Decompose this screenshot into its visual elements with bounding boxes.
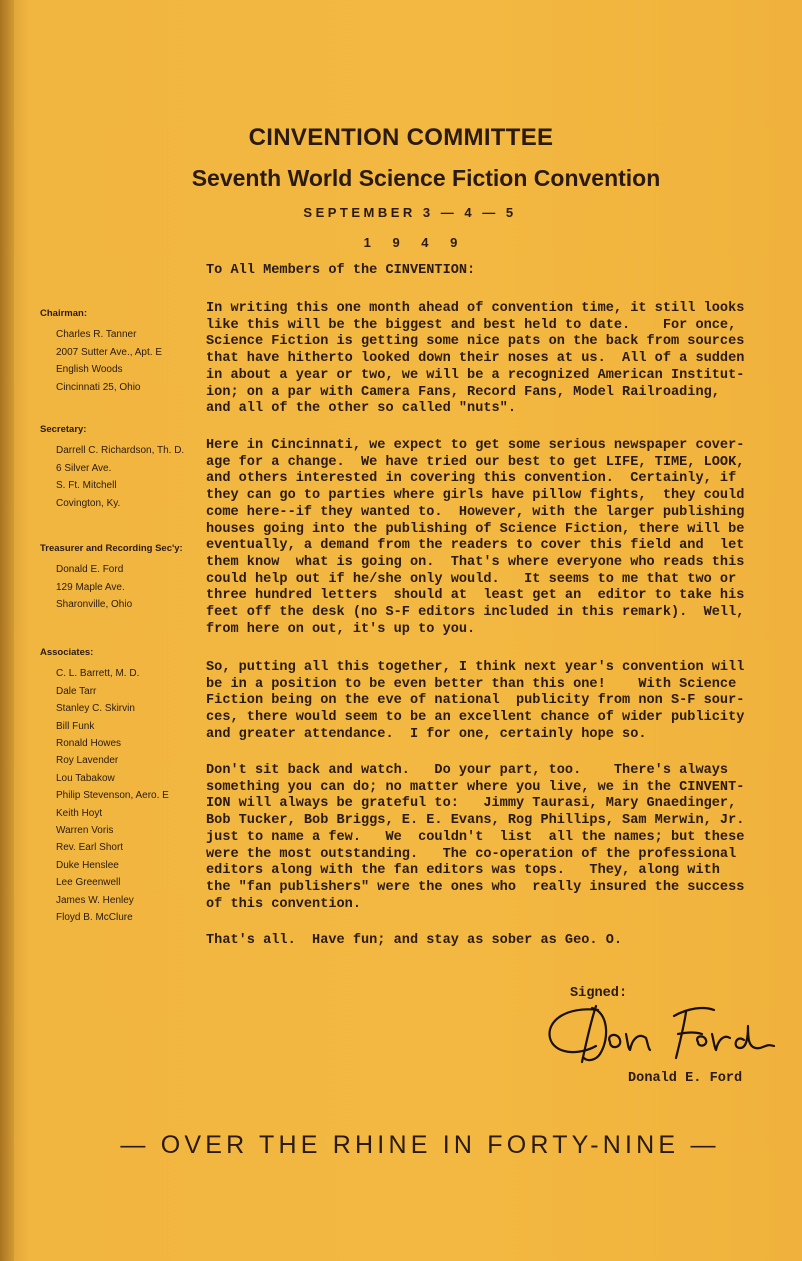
sidebar-line: Sharonville, Ohio	[56, 599, 133, 611]
sidebar-section-treasurer	[40, 540, 183, 614]
convention-year: 1 9 4 9	[363, 235, 467, 250]
sidebar-line: Bill Funk	[56, 720, 95, 732]
sidebar-line: S. Ft. Mitchell	[56, 480, 117, 492]
letter-paragraph-2: Here in Cincinnati, we expect to get some serious newspaper cover- age for a change. We have tried our best to get LIFE, TIME, LOOK, and others interested in covering this convention. Certainly, if they can go to parties where girls have pillow fights, they could come here--if they wanted to. However, with the larger publishing houses going into the publishing of Science Fiction, there will be eventually, a demand from the readers to cover this field and let them know what is going on. That's where everyone who reads this could help out if he/she only would. It seems to me that two or three hundred letters should at least get an editor to take his feet off the desk (no S-F editors included in this remark). Well, from here on out, it's up to you.	[206, 438, 745, 637]
committee-title: CINVENTION COMMITTEE	[248, 124, 554, 151]
sidebar-line: Donald E. Ford	[56, 564, 124, 576]
signed-label: Signed:	[570, 986, 628, 1001]
sidebar-line: Floyd B. McClure	[56, 912, 133, 924]
letter-paragraph-5: That's all. Have fun; and stay as sober as Geo. O.	[206, 933, 623, 948]
sidebar-section-title: Secretary:	[40, 424, 87, 435]
letter-paragraph-3: So, putting all this together, I think next year's convention will be in a position to be even better than this one! With Science Fiction being on the eve of national publicity from non S-F sour- ces, there would seem to be an excellent chance of wider publicity and greater attendance. I for one, certainly hope so.	[206, 660, 745, 742]
convention-dates: SEPTEMBER 3 — 4 — 5	[303, 205, 517, 220]
sidebar-line: Keith Hoyt	[56, 807, 103, 819]
sidebar-line: Rev. Earl Short	[56, 842, 124, 854]
convention-subtitle: Seventh World Science Fiction Convention	[191, 165, 661, 191]
sidebar-line: English Woods	[56, 364, 123, 376]
sidebar-line: Warren Voris	[56, 825, 114, 837]
sidebar-line: C. L. Barrett, M. D.	[56, 668, 140, 680]
handwritten-signature	[538, 998, 778, 1068]
sidebar-line: Lou Tabakow	[56, 772, 115, 784]
sidebar-line: Philip Stevenson, Aero. E	[56, 790, 169, 802]
signature-typed-name: Donald E. Ford	[628, 1071, 743, 1086]
sidebar-line: 2007 Sutter Ave., Apt. E	[56, 346, 163, 358]
letter-salutation: To All Members of the CINVENTION:	[206, 263, 476, 278]
sidebar-line: Ronald Howes	[56, 738, 122, 750]
sidebar-line: Cincinnati 25, Ohio	[56, 381, 141, 393]
sidebar-section-title: Chairman:	[40, 308, 87, 319]
letter-paragraph-4: Don't sit back and watch. Do your part, too. There's always something you can do; no matter where you live, we in the CINVENT- ION will always be grateful to: Jimmy Taurasi, Mary Gnaedinger, Bob Tucker, Bob Briggs, E. E. Evans, Rog Phillips, Sam Merwin, Jr. just to name a few. We couldn't list all the names; but these were the most outstanding. The co-operation of the professional editors along with the fan editors was tops. They, along with the "fan publishers" were the ones who really insured the success of this convention.	[206, 763, 745, 912]
sidebar-section-chairman	[40, 305, 162, 396]
sidebar-line: Duke Henslee	[56, 859, 119, 871]
sidebar-line: 6 Silver Ave.	[56, 462, 112, 474]
sidebar-line: Lee Greenwell	[56, 877, 121, 889]
sidebar-section-secretary	[40, 421, 184, 512]
sidebar-line: Dale Tarr	[56, 685, 97, 697]
sidebar-line: Covington, Ky.	[56, 497, 121, 509]
footer-slogan: — OVER THE RHINE IN FORTY-NINE —	[120, 1131, 720, 1159]
sidebar-line: James W. Henley	[56, 894, 134, 906]
letter-paragraph-1: In writing this one month ahead of convention time, it still looks like this will be the biggest and best held to date. For once, Science Fiction is getting some nice pats on the back from sources that have hitherto looked down their noses at us. All of a sudden in about a year or two, we will be a recognized American Institut- ion; on a par with Camera Fans, Record Fans, Model Railroading, and all of the other so called "nuts".	[206, 301, 745, 417]
sidebar-line: Charles R. Tanner	[56, 329, 137, 341]
sidebar-line: Roy Lavender	[56, 755, 119, 767]
sidebar-section-title: Associates:	[40, 647, 94, 658]
sidebar-line: 129 Maple Ave.	[56, 581, 125, 593]
sidebar-line: Stanley C. Skirvin	[56, 703, 135, 715]
sidebar-section-associates	[40, 644, 169, 927]
sidebar-line: Darrell C. Richardson, Th. D.	[56, 445, 185, 457]
sidebar-section-title: Treasurer and Recording Sec'y:	[40, 543, 183, 554]
